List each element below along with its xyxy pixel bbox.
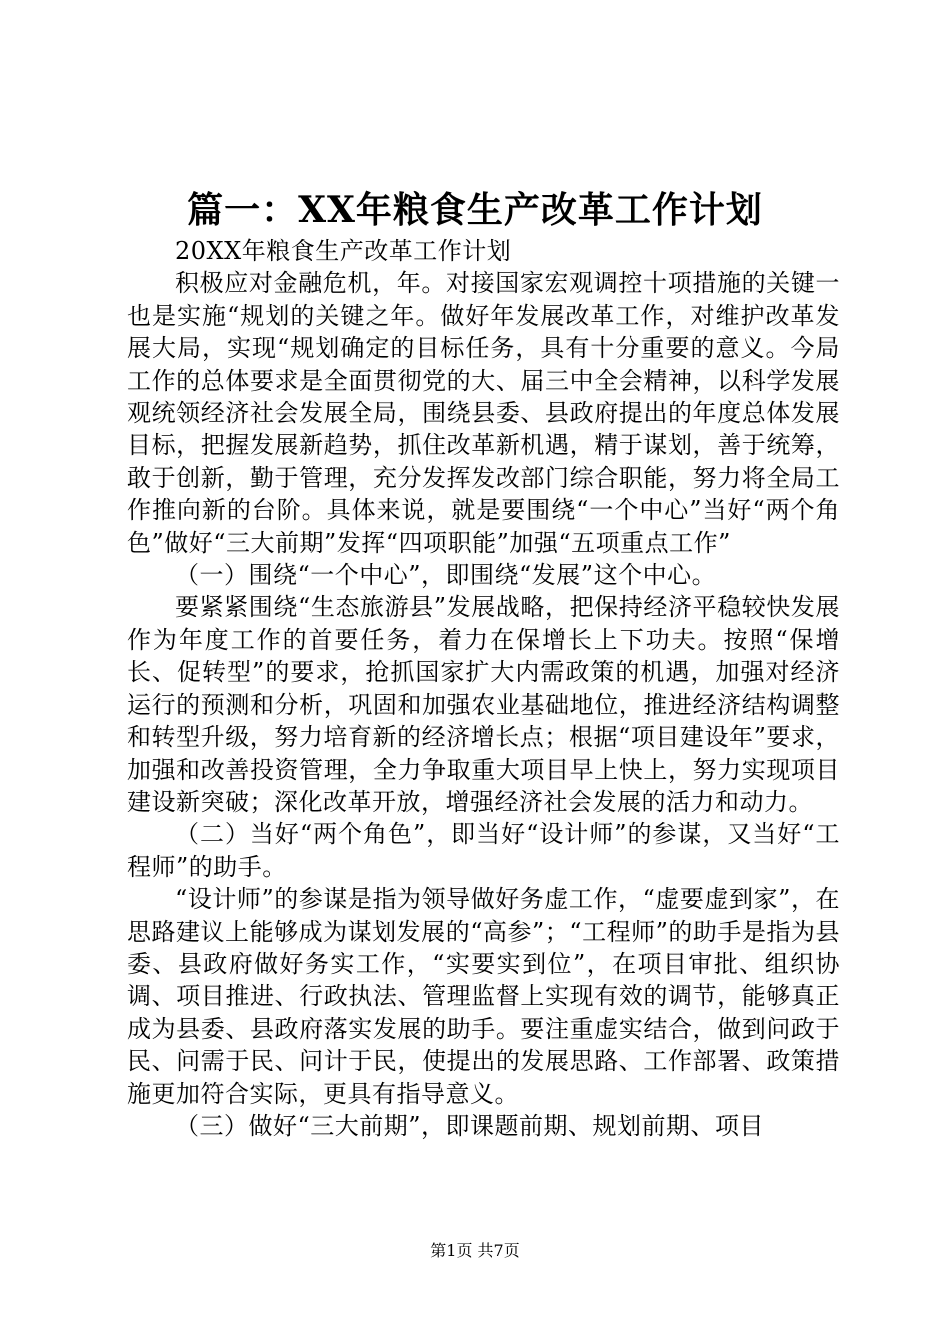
document-title: 篇一：XX年粮食生产改革工作计划	[187, 189, 763, 231]
paragraph-intro: 积极应对金融危机，年。对接国家宏观调控十项措施的关键一也是实施“规划的关键之年。做好年发展改革工作，对维护改革发展大局，实现“规划确定的目标任务，具有十分重要的意义。今局工作的总体要求是全面贯彻党的大、届三中全会精神，以科学发展观统领经济社会发展全局，围绕县委、县政府提出的年度总体发展目标，把握发展新趋势，抓住改革新机遇，精于谋划，善于统筹，敢于创新，勤于管理，充分发挥发改部门综合职能，努力将全局工作推向新的台阶。具体来说，就是要围绕“一个中心”当好“两个角色”做好“三大前期”发挥“四项职能”加强“五项重点工作”	[127, 269, 840, 557]
paragraph-subtitle: 20XX年粮食生产改革工作计划	[175, 237, 512, 265]
paragraph-heading-three: （三）做好“三大前期”，即课题前期、规划前期、项目	[175, 1111, 765, 1140]
document-body	[127, 235, 840, 1142]
paragraph-two-body: “设计师”的参谋是指为领导做好务虚工作，“虚要虚到家”，在思路建议上能够成为谋划发展的“高参”；“工程师”的助手是指为县委、县政府做好务实工作，“实要实到位”，在项目审批、组织协调、项目推进、行政执法、管理监督上实现有效的调节，能够真正成为县委、县政府落实发展的助手。要注重虚实结合，做到问政于民、问需于民、问计于民，使提出的发展思路、工作部署、政策措施更加符合实际，更具有指导意义。	[127, 885, 840, 1108]
page-number-footer: 第1页 共7页	[430, 1241, 520, 1260]
paragraph-one-body: 要紧紧围绕“生态旅游县”发展战略，把保持经济平稳较快发展作为年度工作的首要任务，着力在保增长上下功夫。按照“保增长、促转型”的要求，抢抓国家扩大内需政策的机遇，加强对经济运行的预测和分析，巩固和加强农业基础地位，推进经济结构调整和转型升级，努力培育新的经济增长点；根据“项目建设年”要求，加强和改善投资管理，全力争取重大项目早上快上，努力实现项目建设新突破；深化改革开放，增强经济社会发展的活力和动力。	[127, 593, 840, 816]
paragraph-heading-two: （二）当好“两个角色”，即当好“设计师”的参谋，又当好“工程师”的助手。	[127, 820, 840, 881]
paragraph-heading-one: （一）围绕“一个中心”，即围绕“发展”这个中心。	[175, 561, 717, 590]
